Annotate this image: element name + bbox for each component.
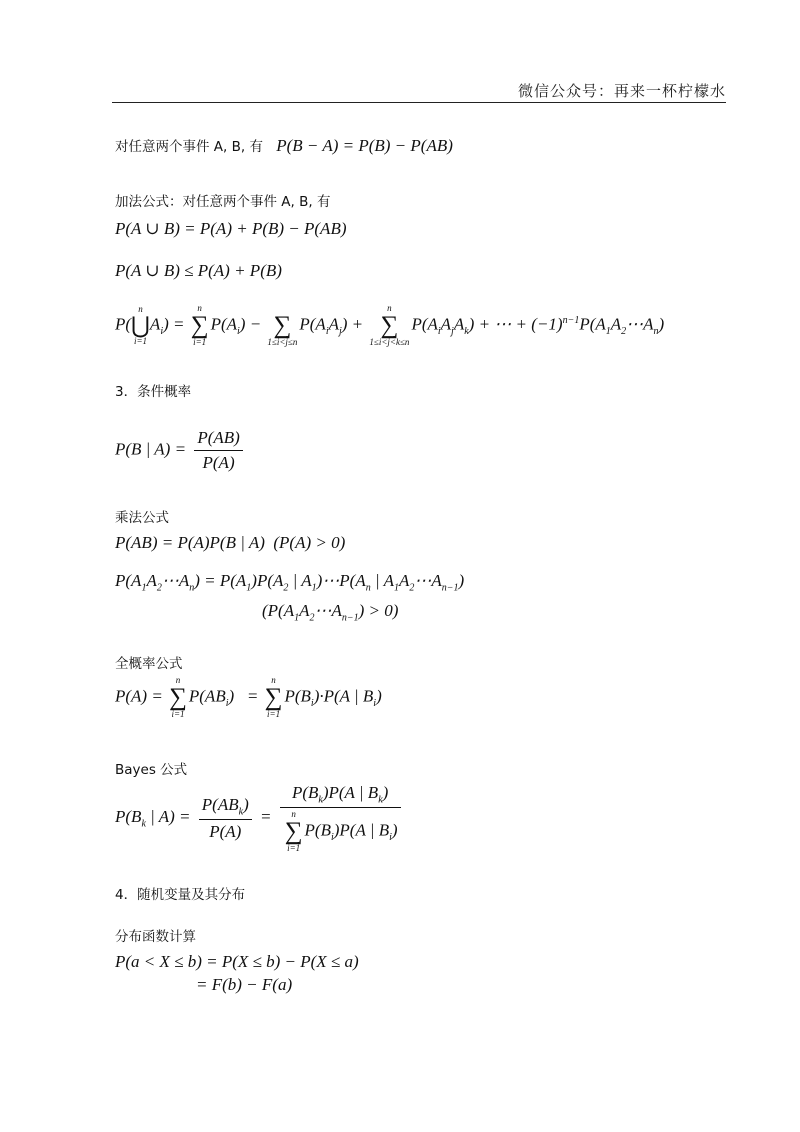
distribution-heading: 分布函数计算 [115,929,196,945]
formula-chain-condition: $(P(A_1A_2\cdots A_{n-1}) > 0)$ [262,601,399,624]
formula-multiplication: P(AB) = P(A)P(B | A) (P(A) > 0) [115,533,346,552]
formula-total-probability: P(A) = n ∑ i=1 $P(AB_i)$ = n ∑ i=1 $P(B_i)\cdot P(A$ | $B_i$) [115,675,382,719]
conditional-heading: 3．条件概率 [115,384,192,400]
intro-line [115,135,453,156]
formula-chain-rule: $P(A_1A_2\cdots A_n) = P(A_1)P(A_2$ | $A_1)\cdots P(A_n$ | $A_1A_2\cdots A_{n-1}$) [115,571,465,594]
intro-text: 对任意两个事件 A, B, 有 [115,139,263,155]
formula-distribution-cdf: = F(b) − F(a) [196,975,293,994]
addition-heading: 加法公式：对任意两个事件 A, B, 有 [115,194,331,210]
formula-distribution: P(a < X ≤ b) = P(X ≤ b) − P(X ≤ a) [115,952,359,971]
formula-inequality: P(A ∪ B) ≤ P(A) + P(B) [115,261,282,280]
random-var-heading: 4．随机变量及其分布 [115,887,246,903]
formula-bayes: $P(B_k$ | A) = $\frac{P(AB_k)}{P(A)}$ = $P(B_k)P(A$ | $B_k$) n ∑ i=1 $P(B_i)P(A$ | $B_i$) [115,783,405,853]
total-heading: 全概率公式 [115,656,183,672]
formula-inclusion-exclusion: P( n ⋃ i=1 $A_i$) = n ∑ i=1 $P(A_i)$ − ∑ 1≤i<j≤n $P(A_iA_j)$ + n ∑ 1≤i<j<k≤n $P(A_iA_jA_k)$ + ⋯ + $(-1)^{n-1}P(A_1A_2\cdots A_n)$ [115,303,665,347]
formula-addition: P(A ∪ B) = P(A) + P(B) − P(AB) [115,219,347,238]
formula-conditional: P(B | A) = $\frac{P(AB)}{P(A)}$ [115,428,247,473]
multiplication-heading: 乘法公式 [115,510,169,526]
header-rule [112,102,726,103]
page-header: 微信公众号：再来一杯柠檬水 [517,82,726,100]
formula-difference: P(B − A) = P(B) − P(AB) [267,136,453,155]
bayes-heading: Bayes 公式 [115,762,188,778]
